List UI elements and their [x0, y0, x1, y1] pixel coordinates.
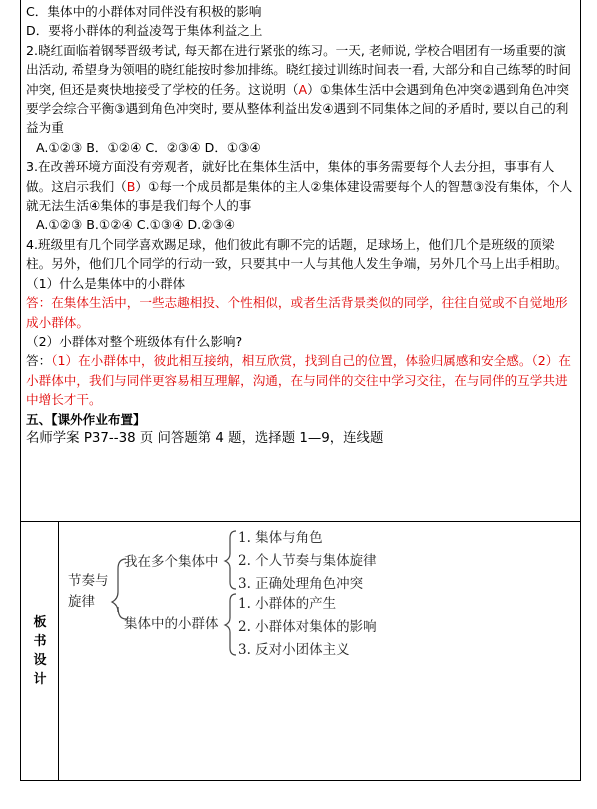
option-c: C．集体中的小群体对同伴没有积极的影响	[26, 4, 262, 19]
homework-text: 名师学案 P37--38 页 问答题第 4 题，选择题 1—9，连线题	[26, 430, 384, 446]
root-label: 节奏与 旋律	[68, 573, 109, 610]
option-d: D．要将小群体的利益凌驾于集体利益之上	[26, 23, 263, 39]
board-diagram	[60, 524, 580, 779]
branch1-item: 2. 个人节奏与集体旋律	[238, 553, 377, 569]
branch2-label: 集体中的小群体	[124, 616, 219, 632]
branch1-label: 我在多个集体中	[124, 554, 219, 570]
question-2-options: A.①②③ B．①②④ C．②③④ D．①③④	[36, 139, 261, 155]
branch1-item: 1. 集体与角色	[238, 530, 323, 546]
branch2-item: 3. 反对小团体主义	[238, 642, 350, 658]
question-4-part-2: （2）小群体对整个班级体有什么影响?	[26, 333, 243, 349]
homework-heading: 五、【课外作业布置】	[26, 411, 146, 427]
branch2-item: 1. 小群体的产生	[238, 596, 337, 612]
answer-4-1: 答：在集体生活中，一些志趣相投、个性相似，或者生活背景类似的同学，往往自觉或不自觉地形成小群体。	[26, 295, 568, 330]
exercise-section	[26, 2, 578, 448]
column-divider	[58, 521, 59, 781]
question-4-part-1: （1）什么是集体中的小群体	[26, 275, 186, 291]
row-divider	[20, 521, 581, 522]
answer-letter: B	[126, 178, 136, 194]
question-3: 3.在改善环境方面没有旁观者，就好比在集体生活中，集体的事务需要每个人去分担，事事有人做。这启示我们（B）①每一个成员都是集体的主人②集体建设需要每个人的智慧③没有集体，个人就无法生活④集体的事是我们每个人的事	[26, 159, 573, 214]
answer-letter: A	[298, 81, 308, 97]
answer-4-2: 答：（1）在小群体中，彼此相互接纳，相互欣赏，找到自己的位置，体验归属感和安全感。（2）在小群体中，我们与同伴更容易相互理解，沟通，在与同伴的交往中学习交往，在与同伴的互学共进中增长才干。	[26, 353, 571, 408]
board-design-label: 板 书 设 计	[33, 615, 47, 687]
branch1-item: 3. 正确处理角色冲突	[238, 576, 364, 592]
branch2-item: 2. 小群体对集体的影响	[238, 619, 377, 635]
branch2-brace	[225, 594, 236, 655]
branch1-brace	[225, 531, 236, 589]
question-2: 2.晓红面临着钢琴晋级考试, 每天都在进行紧张的练习。一天, 老师说, 学校合唱团有一场重要的演出活动, 希望身为领唱的晓红能按时参加排练。晓红接过训练时间表一看, 大部分和自己练琴的时间冲突, 但还是爽快地接受了学校的任务。这说明（A）①集体生活中会遇到角色冲突②遇到角色冲突要学会综合平衡③遇到角色冲突时, 要从整体利益出发④遇到不同集体之间的矛盾时, 要以自己的利益为重	[26, 42, 571, 136]
question-3-options: A.①②③ B.①②④ C.①③④ D.②③④	[36, 217, 236, 233]
question-4: 4.班级里有几个同学喜欢踢足球，他们彼此有聊不完的话题，足球场上，他们几个是班级的顶梁柱。另外，他们几个同学的行动一致，只要其中一人与其他人发生争端，另外几个马上出手相助。	[26, 236, 568, 272]
